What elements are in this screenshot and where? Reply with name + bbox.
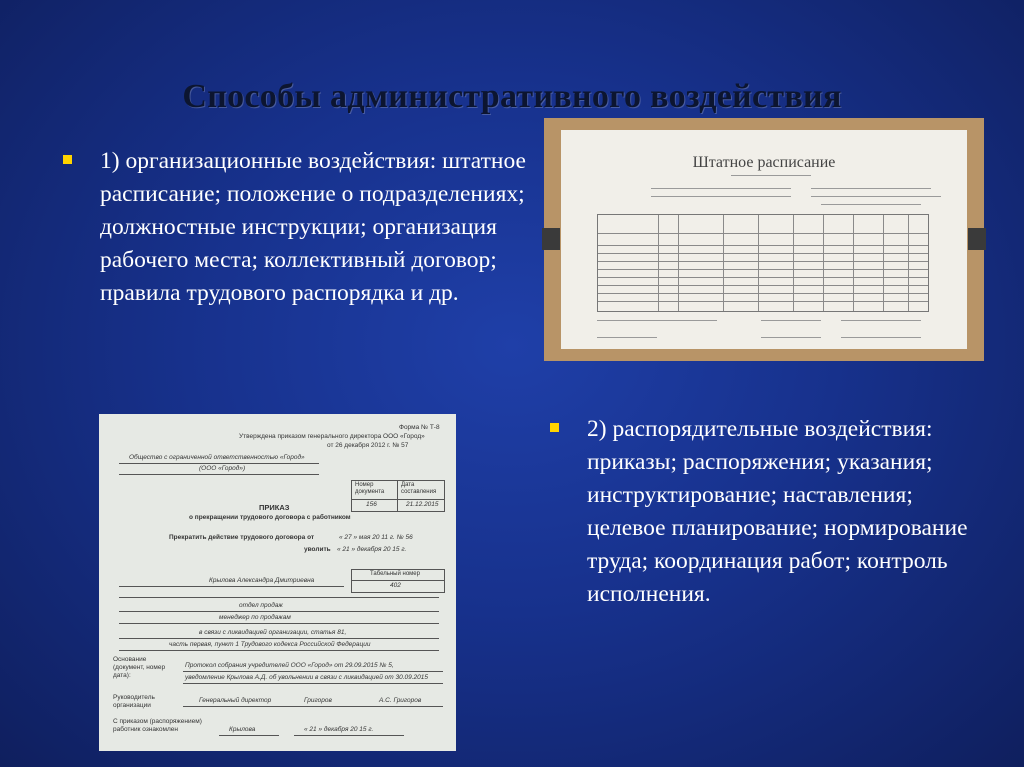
order-dismiss-label: уволить: [304, 546, 331, 553]
clip-left-icon: [542, 228, 560, 250]
order-reason-line2: часть первая, пункт 1 Трудового кодекса Российской Федерации: [169, 641, 371, 648]
order-tab-number: 402: [390, 582, 401, 589]
order-ack-signature: Крылова: [229, 726, 256, 733]
slide-title: Способы административного воздействия: [182, 78, 842, 115]
staffing-schedule-paper: [561, 130, 967, 349]
order-basis-line1: Протокол собрания учредителей ООО «Город» от 29.09.2015 № 5,: [185, 662, 394, 669]
staffing-schedule-title: Штатное расписание: [692, 154, 836, 171]
bullet-administrative-text: 2) распорядительные воздействия: приказы; распоряжения; указания; инструктирование; наставления; целевое планирование; нормирование труда; координация работ; контроль исполнения.: [587, 416, 968, 607]
staffing-schedule-image: [544, 118, 984, 361]
order-position: менеджер по продажам: [219, 614, 291, 621]
bullet-marker-icon: [63, 155, 72, 164]
order-basis-line2: уведомление Крылова А.Д. об увольнении в связи с ликвидацией от 30.09.2015: [185, 674, 429, 681]
order-tab-number-label: Табельный номер: [370, 571, 420, 577]
bullet-organizational-text: 1) организационные воздействия: штатное расписание; положение о подразделениях; должностные инструкции; организация рабочего места; коллективный договор; правила трудового распорядка и др.: [100, 148, 526, 306]
bullet-administrative: [587, 413, 987, 611]
order-contract-date: « 27 » мая 20 11 г. № 56: [339, 534, 413, 541]
order-ack-date: « 21 » декабря 20 15 г.: [304, 726, 374, 733]
order-head-signature: Григоров: [304, 697, 332, 704]
order-tab-number-box: [351, 569, 445, 593]
order-employee-name: Крылова Александра Дмитриевна: [209, 577, 315, 584]
dismissal-order-image: [99, 414, 456, 751]
order-organization: Общество с ограниченной ответственностью «Город»: [129, 454, 305, 461]
order-approved-line1: Утверждена приказом генерального директора ООО «Город»: [239, 433, 425, 440]
order-doc-number-label: Номер документа: [355, 482, 385, 495]
order-number-box: [351, 480, 445, 512]
order-date: 21.12.2015: [406, 501, 439, 508]
staffing-table: [597, 214, 929, 312]
order-head-position: Генеральный директор: [199, 697, 272, 704]
order-ack-label: С приказом (распоряжением) работник ознакомлен: [113, 718, 202, 733]
order-heading: ПРИКАЗ: [259, 503, 290, 512]
order-head-name: А.С. Григоров: [379, 697, 422, 704]
order-date-label: Дата составления: [401, 482, 437, 495]
order-dismiss-date: « 21 » декабря 20 15 г.: [337, 546, 407, 553]
order-subheading: о прекращении трудового договора с работником: [189, 514, 351, 521]
order-approved-line2: от 26 декабря 2012 г. № 57: [327, 442, 409, 449]
order-reason-line1: в связи с ликвидацией организации, статья 81,: [199, 629, 347, 636]
order-doc-number: 156: [366, 501, 377, 508]
order-organization-short: (ООО «Город»): [199, 465, 246, 472]
order-head-label: Руководитель организации: [113, 694, 155, 709]
order-form-number: Форма № Т-8: [399, 424, 440, 431]
order-basis-label: Основание (документ, номер дата):: [113, 656, 166, 679]
clip-right-icon: [968, 228, 986, 250]
order-terminate-label: Прекратить действие трудового договора от: [169, 534, 315, 541]
bullet-marker-icon: [550, 423, 559, 432]
bullet-organizational: [100, 145, 545, 310]
order-department: отдел продаж: [239, 602, 283, 609]
